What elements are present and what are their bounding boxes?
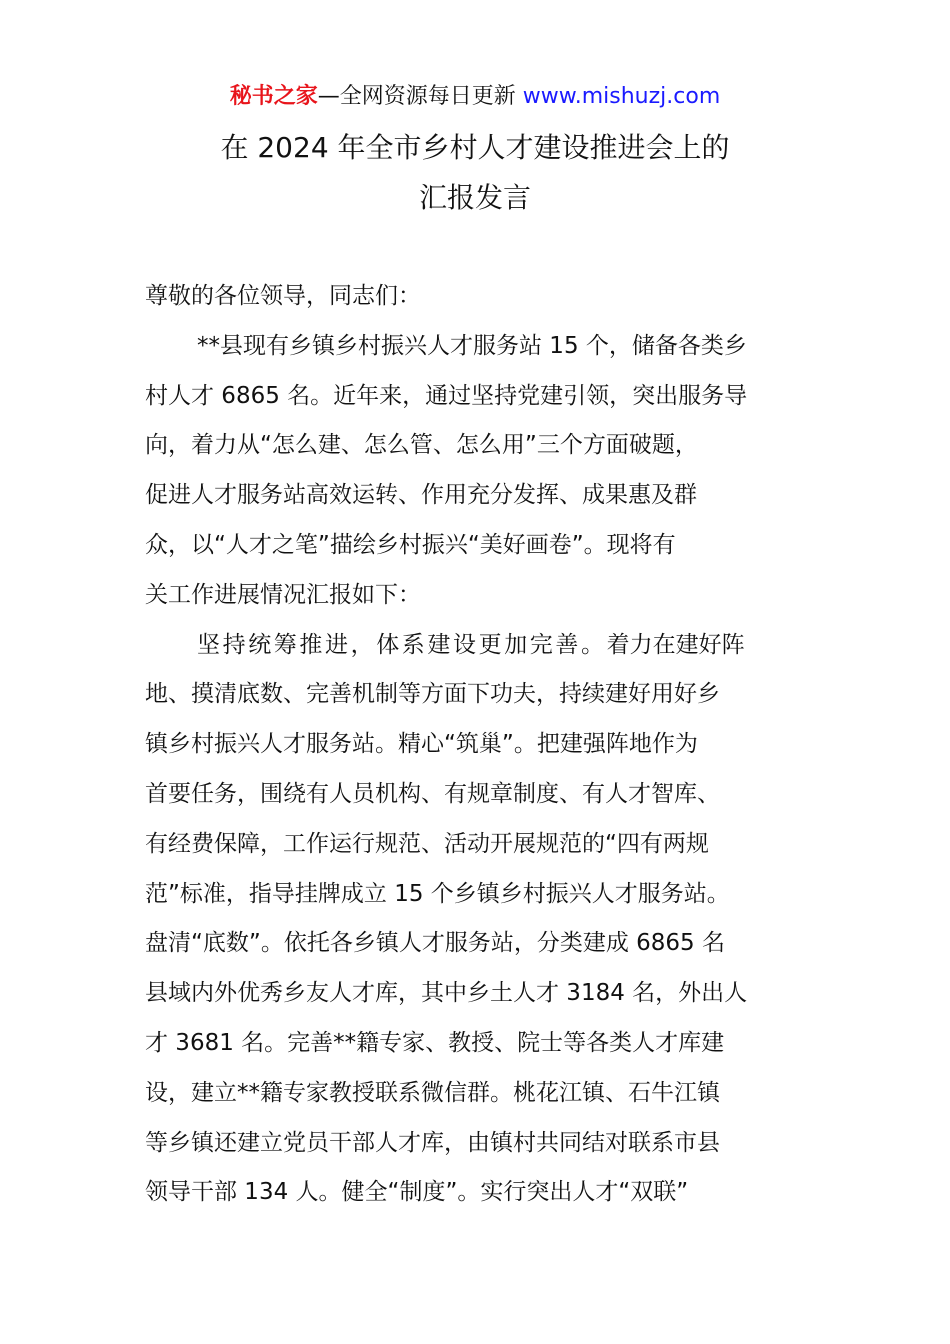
body-line: 促进人才服务站高效运转、作用充分发挥、成果惠及群 [145,482,697,509]
salutation: 尊敬的各位领导，同志们： [145,283,421,309]
body-line: 才 3681 名。完善**籍专家、教授、院士等各类人才库建 [145,1029,725,1056]
body-line: 县域内外优秀乡友人才库，其中乡土人才 3184 名，外出人 [145,980,748,1007]
section-heading: 坚持统筹推进，体系建设更加完善。 [197,631,607,658]
body-line: 范”标准，指导挂牌成立 15 个乡镇乡村振兴人才服务站。 [145,880,730,907]
header-url[interactable]: www.mishuzj.com [522,84,721,109]
document-title-line-1: 在 2024 年全市乡村人才建设推进会上的 [220,131,730,164]
body-line: 首要任务，围绕有人员机构、有规章制度、有人才智库、 [145,780,720,807]
body-line-continuation: 着力在建好阵 [606,631,745,658]
body-line: 向，着力从“怎么建、怎么管、怎么用”三个方面破题， [145,432,698,459]
body-line: 村人才 6865 名。近年来，通过坚持党建引领，突出服务导 [145,382,748,409]
body-line: 盘清“底数”。依托各乡镇人才服务站，分类建成 6865 名 [145,930,725,957]
header-tagline: —全网资源每日更新 [317,84,523,109]
body-line: **县现有乡镇乡村振兴人才服务站 15 个，储备各类乡 [197,332,747,359]
body-line: 领导干部 134 人。健全“制度”。实行突出人才“双联” [145,1179,689,1206]
body-line: 关工作进展情况汇报如下： [145,581,421,608]
body-line: 镇乡村振兴人才服务站。精心“筑巢”。把建强阵地作为 [145,731,698,758]
document-body [145,272,807,1218]
body-line: 有经费保障，工作运行规范、活动开展规范的“四有两规 [145,830,709,857]
body-line: 设，建立**籍专家教授联系微信群。桃花江镇、石牛江镇 [145,1079,720,1106]
section-heading-line [145,621,807,671]
body-line: 地、摸清底数、完善机制等方面下功夫，持续建好用好乡 [145,681,720,708]
document-title-line-2: 汇报发言 [418,181,531,214]
body-line: 众，以“人才之笔”描绘乡村振兴“美好画卷”。现将有 [145,531,676,558]
body-line: 等乡镇还建立党员干部人才库，由镇村共同结对联系市县 [145,1129,720,1156]
brand-name: 秘书之家 [229,84,318,109]
site-header [0,82,950,112]
